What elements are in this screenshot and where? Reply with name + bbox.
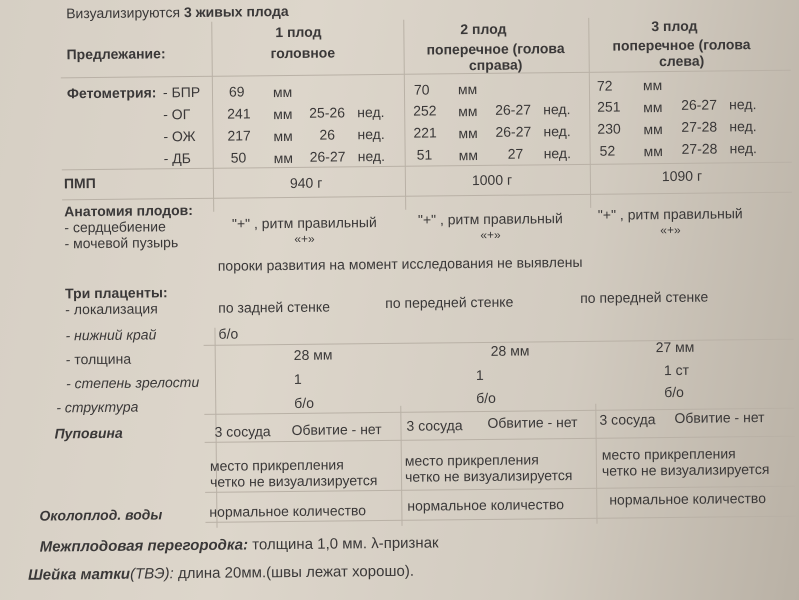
pmp-fetus-3: 1090 г bbox=[661, 167, 703, 185]
placenta-location-2: по передней стенке bbox=[385, 293, 514, 311]
presentation-fetus-3 bbox=[596, 36, 766, 70]
fetometry-row-name: - ДБ bbox=[163, 150, 191, 167]
bladder-label: - мочевой пузырь bbox=[64, 234, 179, 252]
fetometry-value: 251 bbox=[597, 98, 621, 115]
fetometry-row-name: - БПР bbox=[162, 83, 201, 101]
cord-twist: Обвитие - нет bbox=[487, 413, 578, 431]
placenta-thickness-2: 28 мм bbox=[490, 342, 530, 359]
fetometry-weeks: 26-27 bbox=[495, 123, 532, 140]
pmp-fetus-1: 940 г bbox=[289, 174, 323, 191]
septum-value: толщина 1,0 мм. λ-признак bbox=[247, 534, 439, 554]
column-header-fetus-3: 3 плод bbox=[651, 17, 698, 35]
septum-label: Межплодовая перегородка: bbox=[39, 536, 249, 556]
presentation-fetus-1: головное bbox=[270, 44, 336, 62]
placenta-thickness-3: 27 мм bbox=[655, 338, 695, 356]
unit-mm: мм bbox=[273, 105, 293, 123]
placenta-maturity-3: 1 ст bbox=[663, 361, 690, 379]
fetometry-weeks: 27-28 bbox=[681, 118, 718, 135]
septum-row bbox=[40, 535, 439, 555]
unit-mm: мм bbox=[458, 125, 478, 142]
fetometry-value: 221 bbox=[413, 124, 437, 141]
unit-mm: мм bbox=[642, 77, 663, 94]
unit-mm: мм bbox=[458, 147, 478, 164]
cervix-row bbox=[28, 564, 414, 584]
heartbeat-label: - сердцебиение bbox=[64, 218, 166, 236]
placenta-thickness-label: - толщина bbox=[65, 350, 132, 368]
heartbeat-value: "+" , ритм правильный bbox=[597, 205, 743, 223]
cord-attachment-line2: четко не визуализируется bbox=[209, 472, 378, 490]
bladder-value: «+» bbox=[660, 222, 681, 238]
cord-vessels: 3 сосуда bbox=[214, 423, 271, 440]
fetus-count: 3 живых плода bbox=[183, 2, 289, 21]
fluid-value-3: нормальное количество bbox=[609, 490, 767, 508]
pmp-fetus-2: 1000 г bbox=[471, 171, 513, 189]
grid-line bbox=[211, 22, 214, 212]
cord-twist: Обвитие - нет bbox=[291, 421, 382, 438]
cervix-label: Шейка матки bbox=[27, 565, 131, 584]
anatomy-fetus-2 bbox=[400, 210, 580, 244]
bladder-value: «+» bbox=[480, 227, 501, 242]
placenta-location-3: по передней стенке bbox=[580, 288, 709, 306]
placenta-maturity-2: 1 bbox=[475, 366, 484, 384]
anatomy-fetus-3 bbox=[580, 205, 760, 239]
placenta-label: Три плаценты: bbox=[64, 284, 168, 302]
unit-weeks: нед. bbox=[357, 125, 385, 143]
anatomy-label: Анатомия плодов: bbox=[64, 201, 193, 220]
cord-attachment-line1: место прикрепления bbox=[601, 445, 736, 463]
unit-mm: мм bbox=[643, 121, 663, 138]
fetometry-value: 230 bbox=[597, 120, 621, 137]
unit-weeks: нед. bbox=[729, 118, 757, 135]
presentation-fetus-2-line2: справа) bbox=[468, 56, 523, 74]
cord-attachment-line1: место прикрепления bbox=[209, 456, 344, 474]
placenta-maturity-label: - степень зрелости bbox=[65, 373, 200, 392]
fetometry-weeks: 27-28 bbox=[681, 140, 718, 157]
cord-attachment-2 bbox=[405, 451, 573, 485]
placenta-location-label: - локализация bbox=[65, 300, 158, 318]
fluid-value-1: нормальное количество bbox=[209, 502, 367, 520]
fetometry-value: 217 bbox=[227, 127, 251, 144]
cord-twist: Обвитие - нет bbox=[674, 409, 765, 426]
placenta-maturity-1: 1 bbox=[293, 370, 302, 387]
grid-line bbox=[588, 18, 591, 208]
unit-mm: мм bbox=[643, 143, 663, 160]
pmp-label: ПМП bbox=[63, 175, 96, 192]
cervix-method: (ТВЭ): bbox=[129, 565, 174, 583]
unit-mm: мм bbox=[643, 99, 663, 116]
presentation-fetus-3-line2: слева) bbox=[659, 52, 705, 70]
unit-weeks: нед. bbox=[357, 103, 385, 121]
fetometry-value: 51 bbox=[416, 146, 433, 163]
placenta-edge-value: б/о bbox=[218, 325, 239, 342]
fetometry-value: 72 bbox=[596, 77, 613, 94]
cord-attachment-3 bbox=[602, 445, 770, 479]
unit-mm: мм bbox=[272, 83, 293, 101]
heartbeat-value: "+" , ритм правильный bbox=[417, 210, 563, 228]
cord-attachment-line2: четко не визуализируется bbox=[404, 467, 573, 485]
fetometry-value: 52 bbox=[599, 142, 616, 159]
fluid-value-2: нормальное количество bbox=[407, 496, 565, 514]
fetometry-value: 252 bbox=[413, 102, 437, 119]
grid-line bbox=[400, 406, 402, 526]
fetometry-weeks: 26 bbox=[319, 126, 336, 143]
placenta-structure-label: - структура bbox=[56, 398, 139, 416]
cord-vessels: 3 сосуда bbox=[599, 411, 656, 428]
presentation-fetus-2-line1: поперечное (голова bbox=[426, 40, 565, 58]
grid-line bbox=[595, 404, 597, 524]
fluid-label: Околоплод. воды bbox=[39, 506, 163, 524]
fetometry-row-name: - ОГ bbox=[163, 106, 191, 123]
heartbeat-value: "+" , ритм правильный bbox=[231, 214, 377, 232]
placenta-structure-1: б/о bbox=[294, 394, 315, 411]
fetometry-value: 70 bbox=[413, 81, 430, 98]
cord-attachment-line2: четко не визуализируется bbox=[601, 460, 770, 479]
report-intro bbox=[66, 3, 289, 21]
unit-weeks: нед. bbox=[543, 145, 571, 162]
unit-mm: мм bbox=[273, 127, 293, 145]
presentation-label: Предлежание: bbox=[66, 45, 166, 63]
placenta-location-1: по задней стенке bbox=[218, 298, 331, 316]
fetometry-row-name: - ОЖ bbox=[163, 127, 196, 145]
column-header-fetus-1: 1 плод bbox=[275, 23, 322, 41]
fetometry-value: 69 bbox=[228, 83, 245, 100]
unit-mm: мм bbox=[458, 103, 478, 120]
presentation-fetus-2 bbox=[410, 40, 580, 74]
fetometry-weeks: 26-27 bbox=[495, 101, 532, 118]
cord-attachment-line1: место прикрепления bbox=[404, 451, 539, 469]
fetometry-value: 241 bbox=[227, 105, 251, 122]
placenta-structure-3: б/о bbox=[664, 383, 684, 401]
fetometry-weeks: 26-27 bbox=[681, 96, 718, 113]
unit-weeks: нед. bbox=[729, 140, 757, 157]
anatomy-fetus-1 bbox=[214, 214, 394, 248]
unit-weeks: нед. bbox=[543, 101, 571, 118]
cord-vessels: 3 сосуда bbox=[406, 417, 463, 434]
fetometry-weeks: 25-26 bbox=[309, 104, 346, 121]
fetometry-value: 50 bbox=[230, 149, 247, 166]
fetometry-label: Фетометрия: bbox=[66, 84, 157, 102]
intro-text: Визуализируются bbox=[66, 4, 181, 22]
placenta-edge-label: - нижний край bbox=[65, 326, 157, 344]
cervix-value: длина 20мм.(швы лежат хорошо). bbox=[173, 562, 415, 583]
placenta-structure-2: б/о bbox=[476, 389, 496, 407]
unit-mm: мм bbox=[273, 149, 294, 167]
unit-weeks: нед. bbox=[357, 147, 386, 165]
fetometry-weeks: 27 bbox=[507, 145, 524, 162]
placenta-thickness-1: 28 мм bbox=[293, 346, 333, 363]
defects-note: пороки развития на момент исследования не выявлены bbox=[217, 253, 583, 274]
grid-line bbox=[403, 20, 406, 210]
unit-weeks: нед. bbox=[543, 123, 571, 140]
unit-weeks: нед. bbox=[729, 96, 757, 113]
presentation-fetus-3-line1: поперечное (голова bbox=[612, 36, 751, 54]
unit-mm: мм bbox=[457, 81, 478, 98]
cord-label: Пуповина bbox=[54, 424, 123, 442]
cord-attachment-1 bbox=[210, 456, 378, 490]
fetometry-weeks: 26-27 bbox=[309, 148, 346, 165]
column-header-fetus-2: 2 плод bbox=[460, 20, 507, 38]
grid-line bbox=[62, 192, 792, 201]
bladder-value: «+» bbox=[294, 231, 315, 246]
